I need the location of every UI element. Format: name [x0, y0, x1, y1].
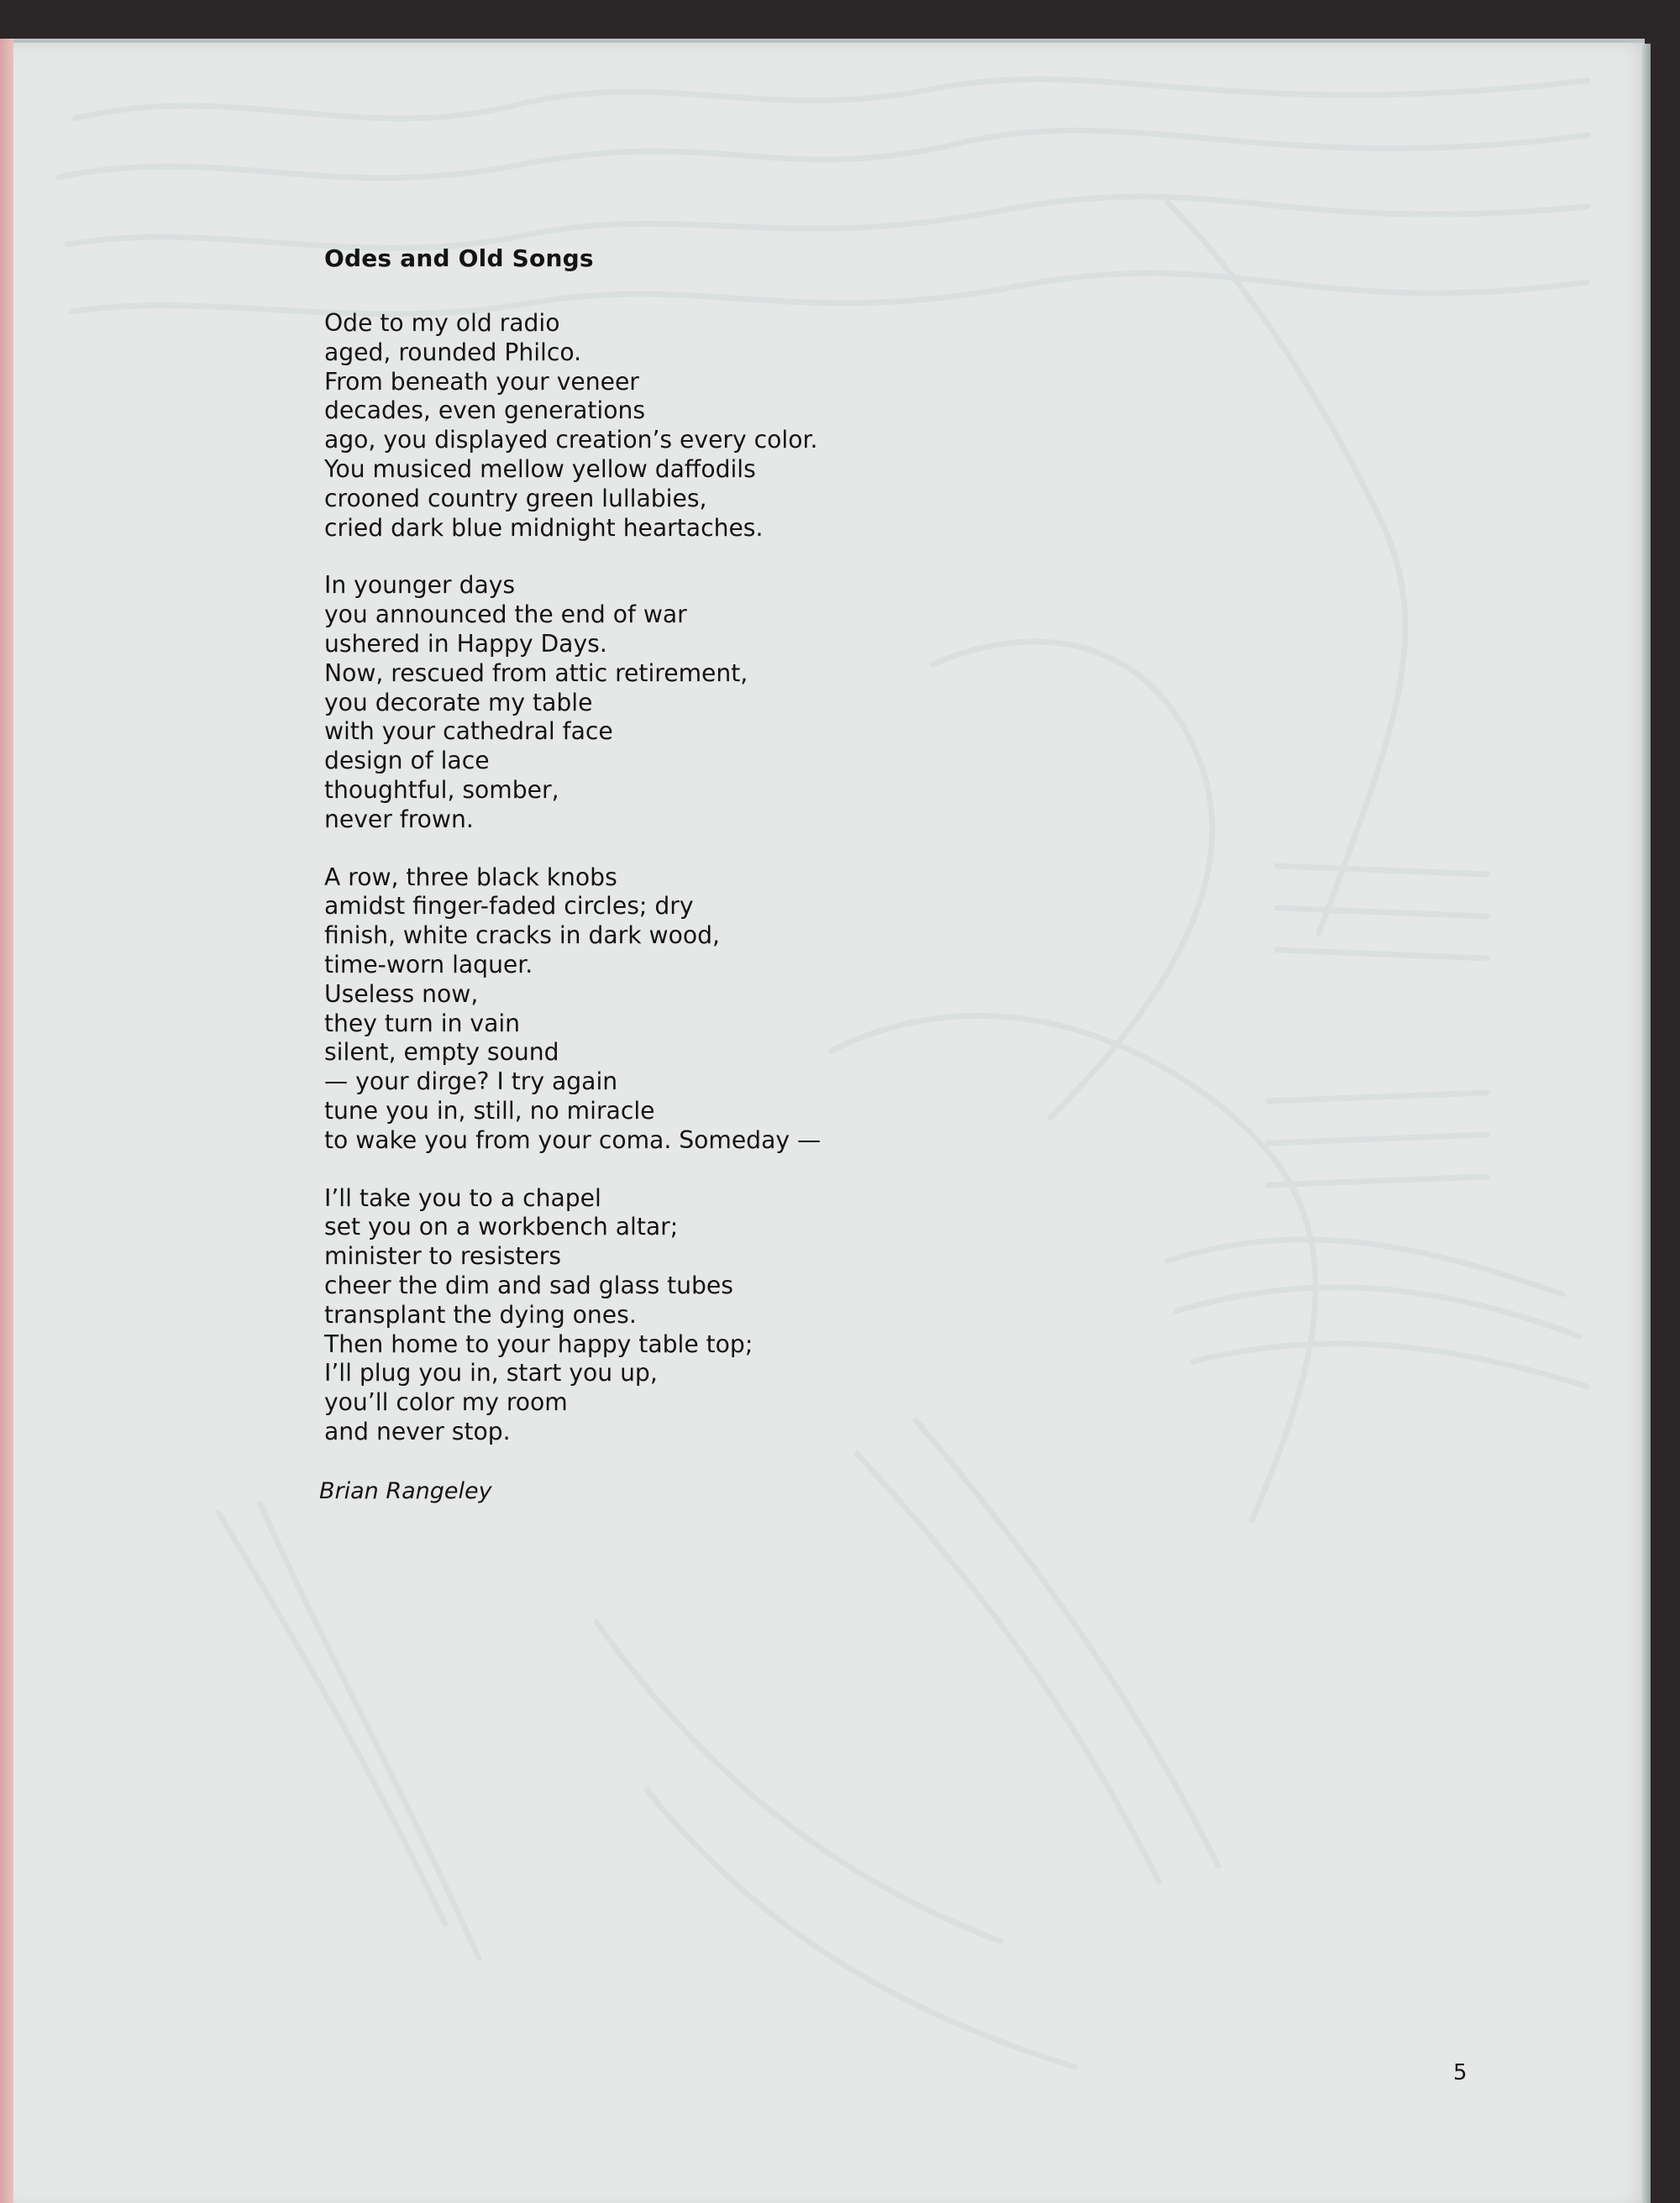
stanza-4	[324, 1184, 1156, 1447]
poem-line: I’ll take you to a chapel	[324, 1183, 601, 1212]
poem-line: cried dark blue midnight heartaches.	[324, 513, 764, 542]
poem-line: thoughtful, somber,	[324, 775, 559, 804]
poem-line: aged, rounded Philco.	[324, 338, 582, 366]
poem-line: you decorate my table	[324, 688, 593, 716]
poem-line: to wake you from your coma. Someday —	[324, 1125, 822, 1154]
left-cover-edge	[0, 39, 13, 2203]
poem-line: Now, rescued from attic retirement,	[324, 658, 748, 687]
poem-line: amidst finger-faded circles; dry	[324, 892, 694, 921]
poem-line: you’ll color my room	[324, 1388, 568, 1417]
poem-line: From beneath your veneer	[324, 367, 639, 396]
poem-line: cheer the dim and sad glass tubes	[324, 1271, 733, 1299]
poem	[316, 244, 1156, 1506]
poem-line: silent, empty sound	[324, 1038, 559, 1067]
poem-line: minister to resisters	[324, 1242, 562, 1271]
poem-line: they turn in vain	[324, 1009, 521, 1037]
poem-line: finish, white cracks in dark wood,	[324, 921, 720, 950]
poem-line: and never stop.	[324, 1417, 511, 1445]
poem-line: I’ll plug you in, start you up,	[324, 1359, 658, 1387]
poem-line: decades, even generations	[324, 396, 646, 425]
poem-line: you announced the end of war	[324, 601, 687, 629]
right-page-edge	[1642, 44, 1651, 2203]
stanza-2	[324, 571, 1156, 834]
poem-line: design of lace	[324, 747, 490, 775]
poem-line: In younger days	[324, 571, 516, 600]
poem-line: — your dirge? I try again	[324, 1067, 618, 1096]
poem-line: A row, three black knobs	[324, 863, 617, 891]
poem-title: Odes and Old Songs	[324, 244, 594, 272]
stanza-1	[324, 309, 1156, 543]
poem-line: set you on a workbench altar;	[324, 1213, 679, 1241]
poem-line: with your cathedral face	[324, 717, 613, 746]
poem-line: never frown.	[324, 805, 474, 833]
poem-line: ushered in Happy Days.	[324, 629, 607, 658]
poem-line: crooned country green lullabies,	[324, 484, 707, 512]
poem-line: Useless now,	[324, 979, 479, 1008]
poem-line: tune you in, still, no miracle	[324, 1096, 655, 1125]
poem-line: Then home to your happy table top;	[324, 1330, 753, 1358]
page-number: 5	[1453, 2060, 1467, 2085]
poem-line: transplant the dying ones.	[324, 1300, 637, 1329]
poem-line: Ode to my old radio	[324, 309, 560, 337]
poem-line: ago, you displayed creation’s every color.	[324, 426, 818, 454]
poem-line: You musiced mellow yellow daffodils	[324, 454, 756, 483]
author-signature: Brian Rangeley	[319, 1477, 492, 1504]
stanza-3	[324, 863, 1156, 1156]
poem-line: time-worn laquer.	[324, 950, 533, 978]
